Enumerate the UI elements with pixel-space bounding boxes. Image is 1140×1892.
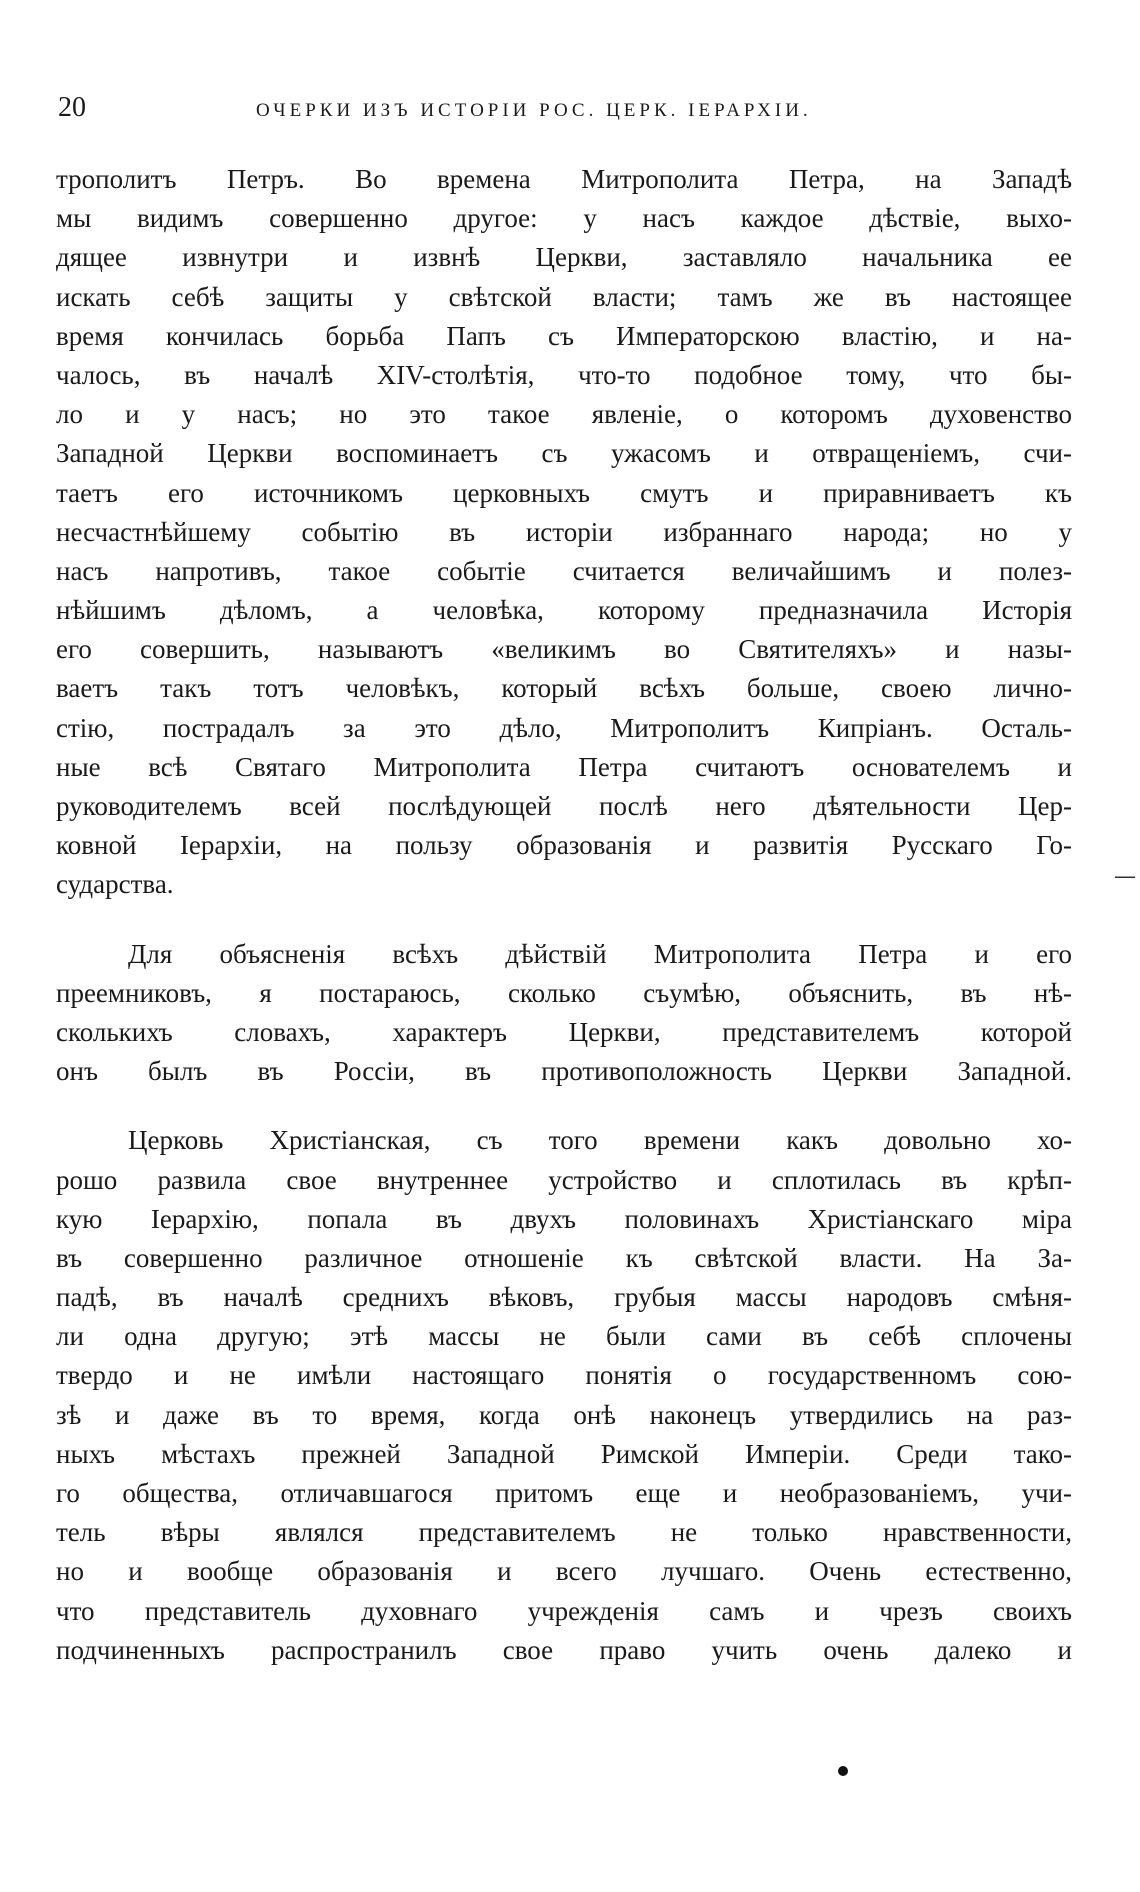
- text-line: стію, пострадалъ за это дѣло, Митрополитъ Кипріанъ. Осталь-: [56, 712, 1072, 743]
- text-line: ные всѣ Святаго Митрополита Петра считаютъ основателемъ и: [56, 751, 1072, 782]
- text-line: Для объясненія всѣхъ дѣйствій Митрополита Петра и его: [128, 938, 1072, 969]
- text-line: сударства.: [56, 869, 174, 900]
- text-line: искать себѣ защиты у свѣтской власти; тамъ же въ настоящее: [56, 281, 1072, 312]
- text-line: падѣ, въ началѣ среднихъ вѣковъ, грубыя массы народовъ смѣня-: [56, 1282, 1072, 1313]
- text-line: го общества, отличавшагося притомъ еще и необразованіемъ, учи-: [56, 1478, 1072, 1508]
- running-head: ОЧЕРКИ ИЗЪ ИСТОРІИ РОС. ЦЕРК. ІЕРАРХІИ.: [256, 100, 812, 121]
- text-line: его совершить, называютъ «великимъ во Святителяхъ» и назы-: [56, 634, 1072, 665]
- paragraph-gap: [56, 1091, 1072, 1121]
- text-line: руководителемъ всей послѣдующей послѣ него дѣятельности Цер-: [56, 791, 1072, 821]
- text-line: рошо развила свое внутреннее устройство и сплотилась въ крѣп-: [56, 1164, 1072, 1195]
- text-line: ло и у насъ; но это такое явленіе, о которомъ духовенство: [56, 399, 1072, 430]
- text-line: твердо и не имѣли настоящаго понятія о государственномъ сою-: [56, 1360, 1072, 1391]
- ink-speck: [838, 1766, 848, 1776]
- text-line: ли одна другую; этѣ массы не были сами въ себѣ сплочены: [56, 1321, 1072, 1352]
- text-line: преемниковъ, я постараюсь, сколько съумѣю, объяснить, въ нѣ-: [56, 977, 1072, 1008]
- text-line: нѣйшимъ дѣломъ, а человѣка, которому предназначила Исторія: [56, 595, 1072, 626]
- text-line: чалось, въ началѣ XIV-столѣтія, что-то подобное тому, что бы-: [56, 359, 1072, 390]
- text-line: ваетъ такъ тотъ человѣкъ, который всѣхъ больше, своею лично-: [56, 673, 1072, 704]
- text-line: зѣ и даже въ то время, когда онѣ наконецъ утвердились на раз-: [56, 1399, 1072, 1430]
- text-line: кую Іерархію, попала въ двухъ половинахъ Христіанскаго міра: [56, 1203, 1072, 1234]
- text-line: Церковь Христіанская, съ того времени какъ довольно хо-: [128, 1125, 1072, 1156]
- text-line: ковной Іерархіи, на пользу образованія и развитія Русскаго Го-: [56, 830, 1072, 861]
- paragraph-gap: [56, 905, 1072, 935]
- text-line: трополитъ Петръ. Во времена Митрополита Петра, на Западѣ: [56, 164, 1072, 194]
- text-line: Западной Церкви воспоминаетъ съ ужасомъ и отвращеніемъ, счи-: [56, 438, 1072, 469]
- text-line: дящее извнутри и извнѣ Церкви, заставляло начальника ее: [56, 242, 1072, 273]
- page-number: 20: [58, 92, 86, 123]
- paragraph-2: [56, 935, 1072, 1092]
- body-text: [56, 160, 1072, 1670]
- text-line: ныхъ мѣстахъ прежней Западной Римской Имперіи. Среди тако-: [56, 1438, 1072, 1469]
- text-line: но и вообще образованія и всего лучшаго. Очень естественно,: [56, 1556, 1072, 1587]
- text-line: мы видимъ совершенно другое: у насъ каждое дѣствіе, выхо-: [56, 203, 1072, 234]
- text-line: время кончилась борьба Папъ съ Императорскою властію, и на-: [56, 320, 1072, 351]
- text-line: насъ напротивъ, такое событіе считается величайшимъ и полез-: [56, 555, 1072, 586]
- margin-dash-mark: —: [1114, 864, 1136, 889]
- text-line: что представитель духовнаго учрежденія самъ и чрезъ своихъ: [56, 1595, 1072, 1626]
- paragraph-3: [56, 1121, 1072, 1670]
- text-line: онъ былъ въ Россіи, въ противоположность Церкви Западной.: [56, 1056, 1072, 1087]
- text-line: тель вѣры являлся представителемъ не только нравственности,: [56, 1517, 1072, 1548]
- text-line: несчастнѣйшему событію въ исторіи избраннаго народа; но у: [56, 516, 1072, 547]
- text-line: подчиненныхъ распространилъ свое право учить очень далеко и: [56, 1634, 1072, 1665]
- text-line: сколькихъ словахъ, характеръ Церкви, представителемъ которой: [56, 1016, 1072, 1047]
- paragraph-1: [56, 160, 1072, 905]
- text-line: въ совершенно различное отношеніе къ свѣтской власти. На За-: [56, 1242, 1072, 1273]
- page-header: [56, 92, 1066, 132]
- text-line: таетъ его источникомъ церковныхъ смутъ и приравниваетъ къ: [56, 477, 1072, 508]
